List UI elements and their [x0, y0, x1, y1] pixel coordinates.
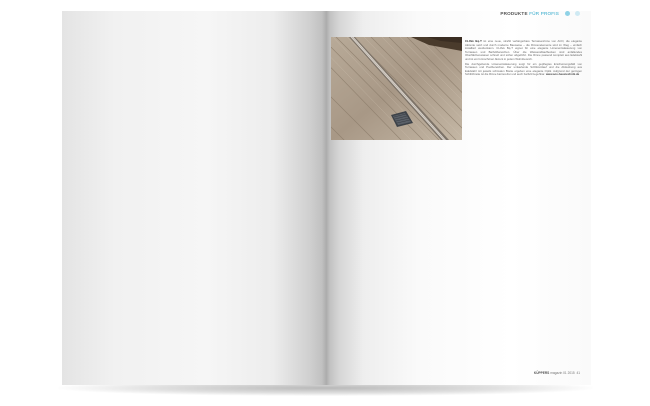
header-dot-icon — [565, 11, 570, 16]
header-category-bold: PRODUKTE — [500, 11, 528, 16]
page-gutter — [322, 11, 330, 385]
article-url[interactable]: www.aco-haustechnik.de — [545, 72, 580, 77]
product-name: CLAVe Bq-T — [465, 39, 482, 43]
page-header — [420, 11, 580, 23]
footer-magazine-issue: magazin 01 2015 — [550, 371, 575, 375]
article-text — [465, 40, 582, 78]
article-paragraph-1 — [465, 40, 582, 61]
article-paragraph-2 — [465, 63, 582, 77]
page-number: 41 — [576, 371, 580, 375]
footer-magazine-name: KÜPPERS — [533, 371, 550, 375]
left-page — [62, 11, 326, 385]
page-footer — [480, 371, 580, 375]
header-dot-icon — [575, 11, 580, 16]
paragraph-2-text: Die durchgehende Linienentwässerung sorgt für ein gepflegtes Erscheinungsbild von Terrassen und Poolbereichen. Der umlaufende Schlitzeinlauf und die Abdeckung aus Edelstahl mit jeweils schmalen Breite ergeben eine elegante Optik. Aufgrund der geringen Schlitzbreite ist die Rinne barrierefrei und auch barfuß begehbar. — [465, 61, 582, 77]
product-photo — [331, 37, 462, 140]
header-category-rest: FÜR PROFIS — [529, 11, 560, 16]
paragraph-1-text: ist eine neue, strahlt verlängerbare Terrassenrinne von ACO, die elegante Akzente setzt und durch moderne Bauweise – die Rinnenelemente sind im Weg – einfach installiert werdenkann. CLAVe Bq-T eignet für eine elegante Linienentwässerung von Terrassen und Barfußbereichen. Über die Wasserablaufbecken sind anfallendes Oberflächenwasser schnell und sicher abgeführt. Die Rinne passend komplett aus Edelstahl und ist ein formschöner Akzent in jedem Wohnbereich. — [465, 39, 583, 61]
